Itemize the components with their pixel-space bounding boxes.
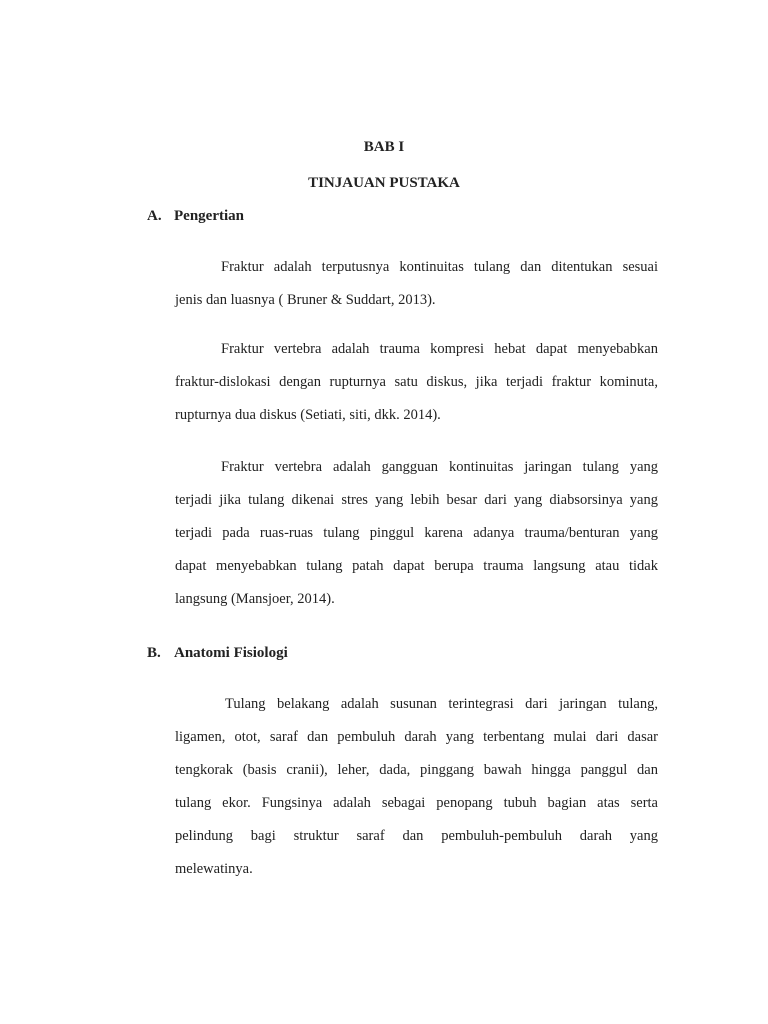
text-line: melewatinya. (175, 861, 253, 877)
text-line: Fraktur vertebra adalah gangguan kontinuitas jaringan tulang yang (221, 459, 658, 475)
section-heading-b (147, 645, 288, 662)
text-line: terjadi jika tulang dikenai stres yang lebih besar dari yang diabsorsinya yang (175, 492, 658, 508)
text-line: fraktur-dislokasi dengan rupturnya satu diskus, jika terjadi fraktur kominuta, (175, 374, 658, 390)
text-line: dapat menyebabkan tulang patah dapat berupa trauma langsung atau tidak (175, 558, 658, 574)
section-title: Anatomi Fisiologi (174, 645, 288, 661)
section-title: Pengertian (174, 208, 244, 224)
text-line: terjadi pada ruas-ruas tulang pinggul karena adanya trauma/benturan yang (175, 525, 658, 541)
text-line: tulang ekor. Fungsinya adalah sebagai penopang tubuh bagian atas serta (175, 795, 658, 811)
text-line: langsung (Mansjoer, 2014). (175, 591, 335, 607)
text-line: tengkorak (basis cranii), leher, dada, pinggang bawah hingga panggul dan (175, 762, 658, 778)
paragraph-a3 (175, 451, 658, 616)
paragraph-a2 (175, 333, 658, 432)
text-line: Fraktur adalah terputusnya kontinuitas tulang dan ditentukan sesuai (221, 259, 658, 275)
section-number: B. (147, 645, 161, 661)
paragraph-b1 (175, 688, 658, 886)
paragraph-a1 (175, 251, 658, 317)
text-line: Tulang belakang adalah susunan terintegrasi dari jaringan tulang, (225, 696, 658, 712)
page-title: TINJAUAN PUSTAKA (308, 175, 460, 191)
chapter-label: BAB I (363, 139, 405, 155)
text-line: ligamen, otot, saraf dan pembuluh darah yang terbentang mulai dari dasar (175, 729, 658, 745)
text-line: Fraktur vertebra adalah trauma kompresi hebat dapat menyebabkan (221, 341, 658, 357)
text-line: jenis dan luasnya ( Bruner & Suddart, 2013). (175, 292, 436, 308)
section-number: A. (147, 208, 162, 224)
text-line: pelindung bagi struktur saraf dan pembuluh-pembuluh darah yang (175, 828, 658, 844)
section-heading-a (147, 208, 244, 225)
text-line: rupturnya dua diskus (Setiati, siti, dkk. 2014). (175, 407, 441, 423)
